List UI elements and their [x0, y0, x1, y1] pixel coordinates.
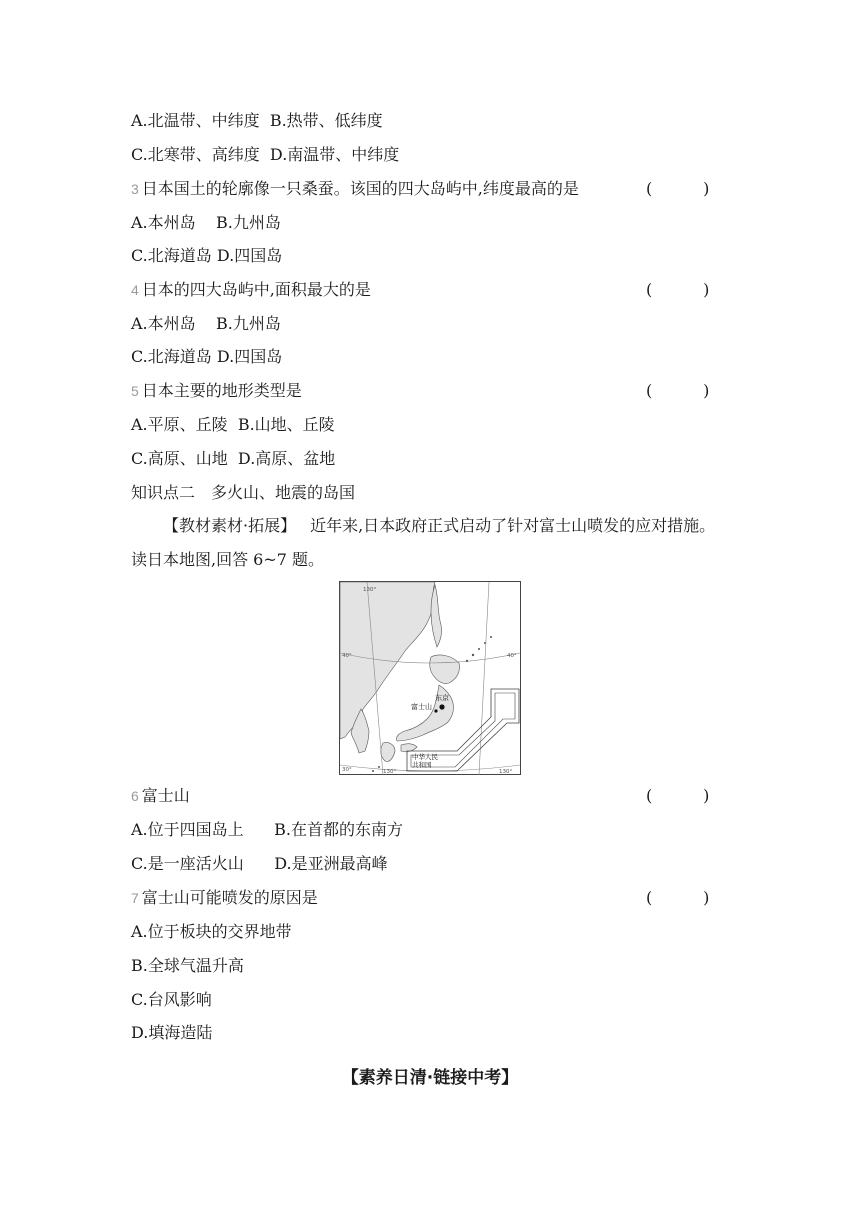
longitude-label-bottom-right: 130° [499, 769, 513, 775]
q3-text: 日本国土的轮廓像一只桑蚕。该国的四大岛屿中,纬度最高的是 [141, 179, 579, 198]
q3-stem [131, 178, 579, 200]
q5-answer-paren: ( ) [646, 381, 710, 400]
q7-number: 7 [131, 890, 139, 906]
q7-stem [131, 887, 318, 909]
q2-option-line-1: A.北温带、中纬度 B.热带、低纬度 [131, 111, 383, 130]
q3-number: 3 [131, 181, 139, 197]
q5-number: 5 [131, 383, 139, 399]
section-heading [131, 482, 355, 504]
q6-option-line-1: A.位于四国岛上 B.在首都的东南方 [131, 820, 404, 839]
q5-text: 日本主要的地形类型是 [141, 381, 302, 400]
q5-option-line-1: A.平原、丘陵 B.山地、丘陵 [131, 415, 335, 434]
q4-stem [131, 279, 371, 301]
q4-answer-paren: ( ) [646, 280, 710, 299]
section-title: 多火山、地震的岛国 [211, 483, 356, 502]
latitude-label-bottom: 30° [342, 767, 352, 773]
q5-option-line-2: C.高原、山地 D.高原、盆地 [131, 449, 336, 468]
q6-stem [131, 785, 190, 807]
q3-option-line-1: A.本州岛 B.九州岛 [131, 213, 281, 232]
q6-option-line-2: C.是一座活火山 D.是亚洲最高峰 [131, 854, 388, 873]
fuji-label: 富士山 [411, 703, 432, 711]
longitude-label-bottom-left: 130° [383, 769, 397, 775]
japan-map-svg [339, 581, 521, 775]
q7-option-a: A.位于板块的交界地带 [131, 922, 292, 941]
tokyo-marker [439, 704, 444, 709]
q4-text: 日本的四大岛屿中,面积最大的是 [141, 280, 371, 299]
tokyo-label: 东京 [435, 694, 449, 702]
intro-tag: 【教材素材·拓展】 [163, 516, 297, 535]
intro-paragraph [131, 509, 731, 577]
q2-option-line-2: C.北寒带、高纬度 D.南温带、中纬度 [131, 145, 400, 164]
q6-text: 富士山 [141, 786, 190, 805]
fuji-marker [434, 709, 437, 712]
q4-option-line-1: A.本州岛 B.九州岛 [131, 314, 281, 333]
q4-option-line-2: C.北海道岛 D.四国岛 [131, 347, 283, 366]
q7-option-c: C.台风影响 [131, 990, 212, 1009]
latitude-label-right: 40° [507, 653, 517, 659]
section-label: 知识点二 [131, 483, 196, 502]
q7-option-b: B.全球气温升高 [131, 956, 244, 975]
japan-map [339, 581, 521, 775]
q6-answer-paren: ( ) [646, 786, 710, 805]
latitude-label-left: 40° [342, 653, 352, 659]
q7-answer-paren: ( ) [646, 888, 710, 907]
section-footer-heading: 【素养日清·链接中考】 [341, 1068, 519, 1088]
q5-stem [131, 380, 302, 402]
q7-text: 富士山可能喷发的原因是 [141, 888, 318, 907]
intro-text: 近年来,日本政府正式启动了针对富士山喷发的应对措施。读日本地图,回答 6~7 题。 [131, 516, 716, 569]
q3-option-line-2: C.北海道岛 D.四国岛 [131, 246, 283, 265]
china-label-line-1: 中华人民 [412, 753, 438, 761]
q3-answer-paren: ( ) [646, 179, 710, 198]
china-label-line-2: 共和国 [412, 761, 432, 769]
longitude-label-top: 130° [363, 587, 377, 593]
q7-option-d: D.填海造陆 [131, 1023, 213, 1042]
q6-number: 6 [131, 788, 139, 804]
q4-number: 4 [131, 282, 139, 298]
